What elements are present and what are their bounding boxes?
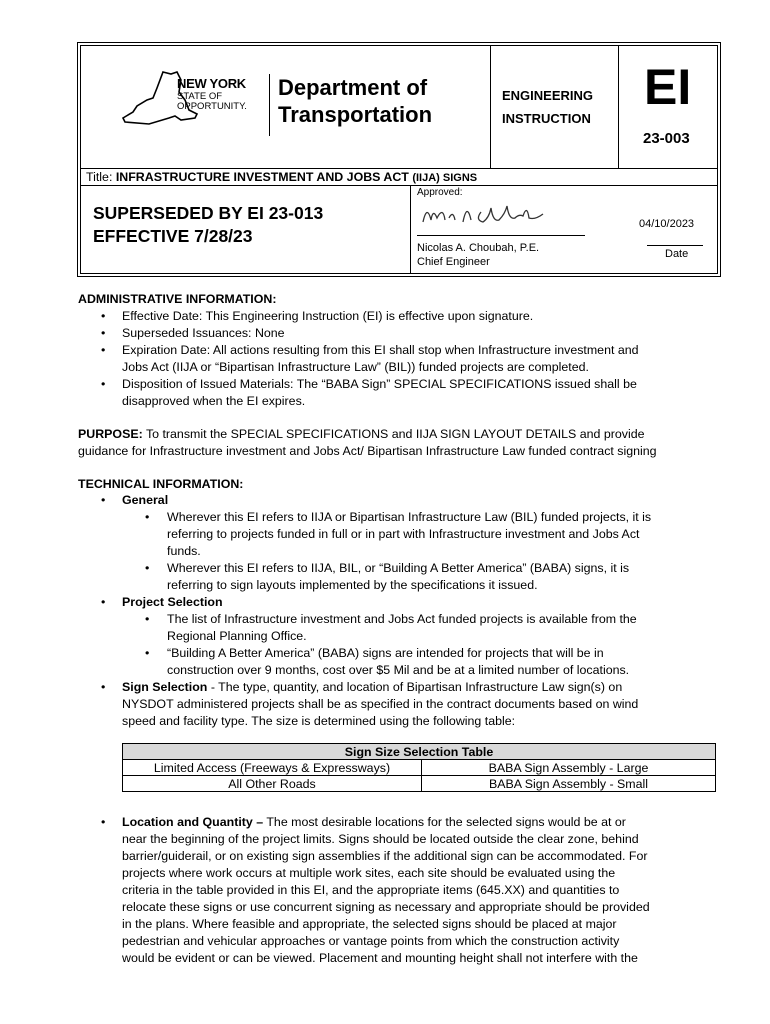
table-row — [123, 776, 716, 792]
ei-number: 23-003 — [643, 130, 690, 147]
general-item: Wherever this EI refers to IIJA or Bipartisan Infrastructure Law (BIL) funded projects, it is — [167, 510, 652, 524]
project-item-cont: construction over 9 months, cost over $5 Mil and be at a limited number of locations. — [167, 663, 630, 677]
purpose-text-line1: To transmit the SPECIAL SPECIFICATIONS and IIJA SIGN LAYOUT DETAILS and provide — [145, 427, 645, 441]
project-item: “Building A Better America” (BABA) signs are intended for projects that will be in — [167, 646, 604, 660]
location-text-cont: pedestrian and vehicular approaches or vantage points from which the construction activity — [122, 934, 620, 948]
location-text: The most desirable locations for the selected signs would be at or — [263, 815, 626, 829]
sign-selection-text-cont: speed and facility type. The size is determined using the following table: — [122, 714, 516, 728]
table-row — [123, 760, 716, 776]
general-item-cont: referring to projects funded in full or in part with Infrastructure investment and Jobs Act — [167, 527, 640, 541]
header-box — [80, 45, 718, 274]
general-label: General — [122, 493, 169, 507]
sign-selection-text-cont: NYSDOT administered projects shall be as specified in the contract documents based on wind — [122, 697, 639, 711]
general-item-cont: funds. — [167, 544, 201, 558]
logo-new-york-text: NEW YORK — [177, 76, 246, 91]
admin-item: Effective Date: This Engineering Instruction (EI) is effective upon signature. — [122, 309, 534, 323]
admin-heading: ADMINISTRATIVE INFORMATION: — [78, 292, 277, 306]
title-prefix: Title: — [86, 170, 113, 184]
logo-state-of-text: STATE OF — [177, 91, 223, 102]
project-selection-label: Project Selection — [122, 595, 223, 609]
table-title: Sign Size Selection Table — [123, 744, 716, 760]
general-item: Wherever this EI refers to IIJA, BIL, or “Building A Better America” (BABA) signs, it is — [167, 561, 630, 575]
location-text-cont: projects where work occurs at multiple work sites, each site should be evaluated using the — [122, 866, 616, 880]
location-text-cont: barrier/guiderail, or on existing sign assemblies if the additional sign can be accommodated. For — [122, 849, 648, 863]
table-cell: All Other Roads — [123, 776, 422, 792]
technical-heading: TECHNICAL INFORMATION: — [78, 477, 244, 491]
table-cell: Limited Access (Freeways & Expressways) — [123, 760, 422, 776]
approval-date: 04/10/2023 — [639, 218, 695, 230]
sign-selection-text: - The type, quantity, and location of Bipartisan Infrastructure Law sign(s) on — [207, 680, 623, 694]
location-text-cont: would be evident or can be viewed. Placement and mounting height shall not interfere with the — [122, 951, 638, 965]
admin-item: Superseded Issuances: None — [122, 326, 285, 340]
signature-image — [419, 198, 559, 232]
admin-item-cont: Jobs Act (IIJA or “Bipartisan Infrastructure Law” (BIL)) funded projects are completed. — [122, 360, 589, 374]
purpose-label: PURPOSE: — [78, 427, 143, 441]
project-item-cont: Regional Planning Office. — [167, 629, 307, 643]
doc-type-line2: INSTRUCTION — [502, 111, 591, 126]
general-item-cont: referring to sign layouts implemented by the specifications it issued. — [167, 578, 538, 592]
admin-item-cont: disapproved when the EI expires. — [122, 394, 306, 408]
signer-name: Nicolas A. Choubah, P.E. — [417, 242, 540, 254]
logo-opportunity-text: OPPORTUNITY. — [177, 101, 247, 112]
dept-name-line1: Department of — [278, 75, 428, 100]
admin-item: Expiration Date: All actions resulting from this EI shall stop when Infrastructure investment and — [122, 343, 639, 357]
location-text-cont: criteria in the table provided in this EI, and the appropriate items (645.XX) and quantities to — [122, 883, 620, 897]
table-cell: BABA Sign Assembly - Small — [422, 776, 716, 792]
doc-type-line1: ENGINEERING — [502, 88, 594, 103]
signer-title: Chief Engineer — [417, 256, 490, 268]
superseded-notice-line2: EFFECTIVE 7/28/23 — [93, 226, 253, 246]
admin-item: Disposition of Issued Materials: The “BABA Sign” SPECIAL SPECIFICATIONS issued shall be — [122, 377, 637, 391]
doc-title: INFRASTRUCTURE INVESTMENT AND JOBS ACT — [115, 170, 409, 184]
sign-selection-label: Sign Selection — [122, 680, 208, 694]
dept-name-line2: Transportation — [278, 102, 433, 127]
superseded-notice-line1: SUPERSEDED BY EI 23-013 — [93, 203, 324, 223]
location-quantity-label: Location and Quantity – — [122, 815, 264, 829]
location-text-cont: near the beginning of the project limits. Signs should be located outside the clear zone, behind — [122, 832, 639, 846]
location-text-cont: in the plans. Where feasible and appropriate, the selected signs should be placed at major — [122, 917, 617, 931]
purpose-text-line2: guidance for Infrastructure investment and Jobs Act/ Bipartisan Infrastructure Law funded contract signing — [78, 444, 657, 458]
approved-label: Approved: — [417, 187, 463, 198]
doc-title-suffix: (IIJA) SIGNS — [412, 172, 478, 184]
table-cell: BABA Sign Assembly - Large — [422, 760, 716, 776]
ei-big-label: EI — [644, 59, 692, 115]
date-label: Date — [665, 248, 689, 260]
location-text-cont: relocate these signs or use concurrent signing as necessary and appropriate should be provided — [122, 900, 650, 914]
sign-size-selection-table — [122, 743, 716, 792]
project-item: The list of Infrastructure investment and Jobs Act funded projects is available from the — [167, 612, 637, 626]
